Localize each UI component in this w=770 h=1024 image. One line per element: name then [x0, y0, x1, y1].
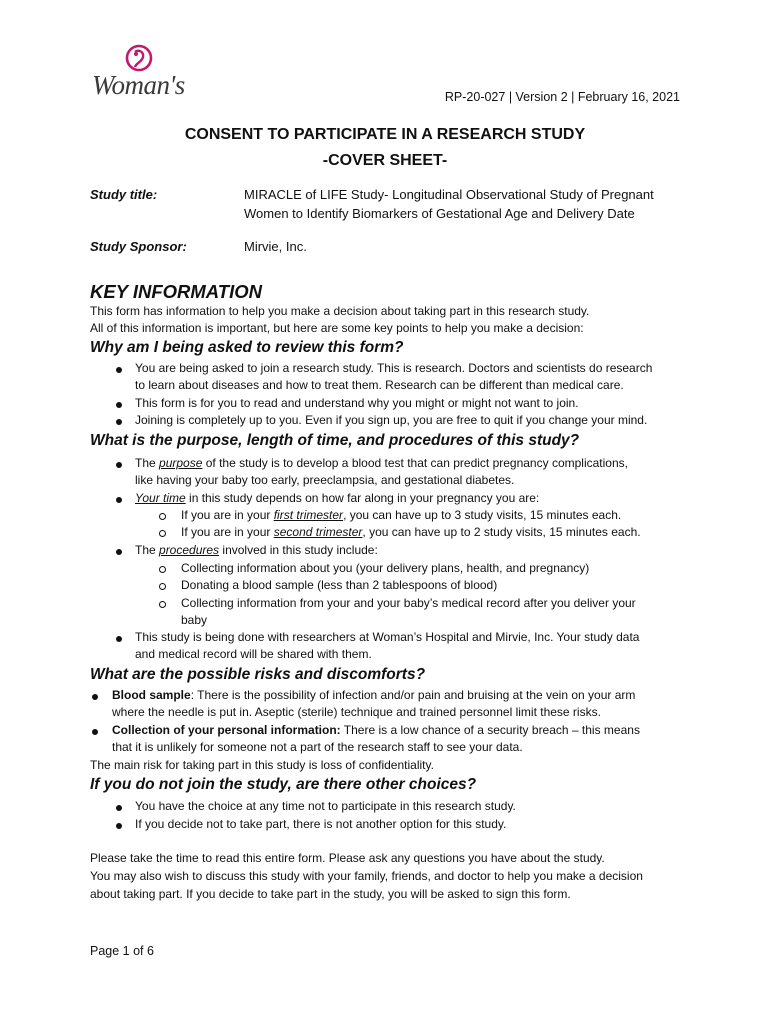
- closing-line: Please take the time to read this entire form. Please ask any questions you have about the study.: [90, 851, 605, 865]
- bullet-icon: [92, 694, 98, 700]
- risks-heading: What are the possible risks and discomforts?: [90, 666, 426, 683]
- list-item: Your time in this study depends on how far along in your pregnancy you are:: [135, 491, 540, 505]
- list-item-continued: where the needle is put in. Aseptic (sterile) technique and trained personnel limit these risks.: [112, 705, 601, 719]
- sub-bullet-icon: [159, 530, 166, 537]
- sub-list-item-continued: baby: [181, 613, 208, 627]
- bullet-icon: [116, 805, 122, 811]
- second-trimester-term: second trimester: [273, 525, 363, 539]
- closing-line: about taking part. If you decide to take part in the study, you will be asked to sign this form.: [90, 887, 571, 901]
- study-title-line: Women to Identify Biomarkers of Gestational Age and Delivery Date: [244, 206, 635, 221]
- purpose-term: purpose: [159, 456, 203, 470]
- list-item: You are being asked to join a research study. This is research. Doctors and scientists do research: [135, 361, 653, 375]
- sub-list-item: If you are in your second trimester, you can have up to 2 study visits, 15 minutes each.: [181, 525, 641, 539]
- why-heading: Why am I being asked to review this form?: [90, 339, 404, 356]
- list-item-continued: that it is unlikely for someone not a part of the research staff to see your data.: [112, 740, 523, 754]
- study-title-line: MIRACLE of LIFE Study- Longitudinal Observational Study of Pregnant: [244, 187, 654, 202]
- sub-list-item: Collecting information about you (your delivery plans, health, and pregnancy): [181, 561, 590, 575]
- closing-line: You may also wish to discuss this study with your family, friends, and doctor to help you make a decision: [90, 869, 643, 883]
- bullet-icon: [116, 636, 122, 642]
- bullet-icon: [116, 402, 122, 408]
- study-title-value: [244, 185, 654, 223]
- procedures-term: procedures: [159, 543, 220, 557]
- list-item-continued: to learn about diseases and how to treat them. Research can be different than medical care.: [135, 378, 624, 392]
- key-intro-line: This form has information to help you make a decision about taking part in this research study.: [90, 304, 590, 318]
- bullet-icon: [116, 823, 122, 829]
- sub-list-item: Donating a blood sample (less than 2 tablespoons of blood): [181, 578, 498, 592]
- sub-list-item: Collecting information from your and your baby’s medical record after you deliver your: [181, 596, 636, 610]
- logo-wordmark: Woman's: [92, 70, 185, 100]
- choices-heading: If you do not join the study, are there other choices?: [90, 776, 477, 793]
- bullet-icon: [116, 497, 122, 503]
- bullet-icon: [92, 729, 98, 735]
- womans-logo-icon: [123, 44, 155, 72]
- bullet-icon: [116, 549, 122, 555]
- bullet-icon: [116, 367, 122, 373]
- sub-bullet-icon: [159, 583, 166, 590]
- page-title: CONSENT TO PARTICIPATE IN A RESEARCH STUDY: [184, 126, 586, 143]
- study-title-label: Study title:: [90, 187, 158, 202]
- key-information-heading: KEY INFORMATION: [90, 281, 262, 302]
- sub-bullet-icon: [159, 601, 166, 608]
- sub-list-item: If you are in your first trimester, you can have up to 3 study visits, 15 minutes each.: [181, 508, 622, 522]
- study-sponsor-label: Study Sponsor:: [90, 239, 187, 254]
- list-item: The purpose of the study is to develop a blood test that can predict pregnancy complications,: [135, 456, 628, 470]
- list-item: Blood sample: There is the possibility of infection and/or pain and bruising at the vein on your arm: [112, 688, 636, 702]
- womans-logo: [92, 44, 202, 100]
- your-time-term: Your time: [135, 491, 186, 505]
- sub-bullet-icon: [159, 513, 166, 520]
- purpose-heading: What is the purpose, length of time, and procedures of this study?: [90, 432, 580, 449]
- bullet-icon: [116, 462, 122, 468]
- first-trimester-term: first trimester: [273, 508, 344, 522]
- list-item: This study is being done with researchers at Woman’s Hospital and Mirvie, Inc. Your study data: [135, 630, 640, 644]
- list-item: If you decide not to take part, there is not another option for this study.: [135, 817, 507, 831]
- study-sponsor-value: Mirvie, Inc.: [244, 239, 307, 254]
- list-item: You have the choice at any time not to participate in this research study.: [135, 799, 516, 813]
- list-item: Collection of your personal information: There is a low chance of a security breach – this means: [112, 723, 640, 737]
- list-item-continued: and medical record will be shared with them.: [135, 647, 372, 661]
- list-item: Joining is completely up to you. Even if you sign up, you are free to quit if you change your mind.: [135, 413, 648, 427]
- list-item: The procedures involved in this study include:: [135, 543, 378, 557]
- page-number: Page 1 of 6: [90, 944, 154, 958]
- list-item: This form is for you to read and understand why you might or might not want to join.: [135, 396, 579, 410]
- document-id: RP-20-027 | Version 2 | February 16, 2021: [444, 90, 680, 104]
- sub-bullet-icon: [159, 566, 166, 573]
- page-subtitle: -COVER SHEET-: [322, 152, 448, 169]
- list-item-continued: like having your baby too early, preeclampsia, and gestational diabetes.: [135, 473, 515, 487]
- risks-main: The main risk for taking part in this study is loss of confidentiality.: [90, 758, 434, 772]
- key-intro-line: All of this information is important, but here are some key points to help you make a decision:: [90, 321, 584, 335]
- bullet-icon: [116, 419, 122, 425]
